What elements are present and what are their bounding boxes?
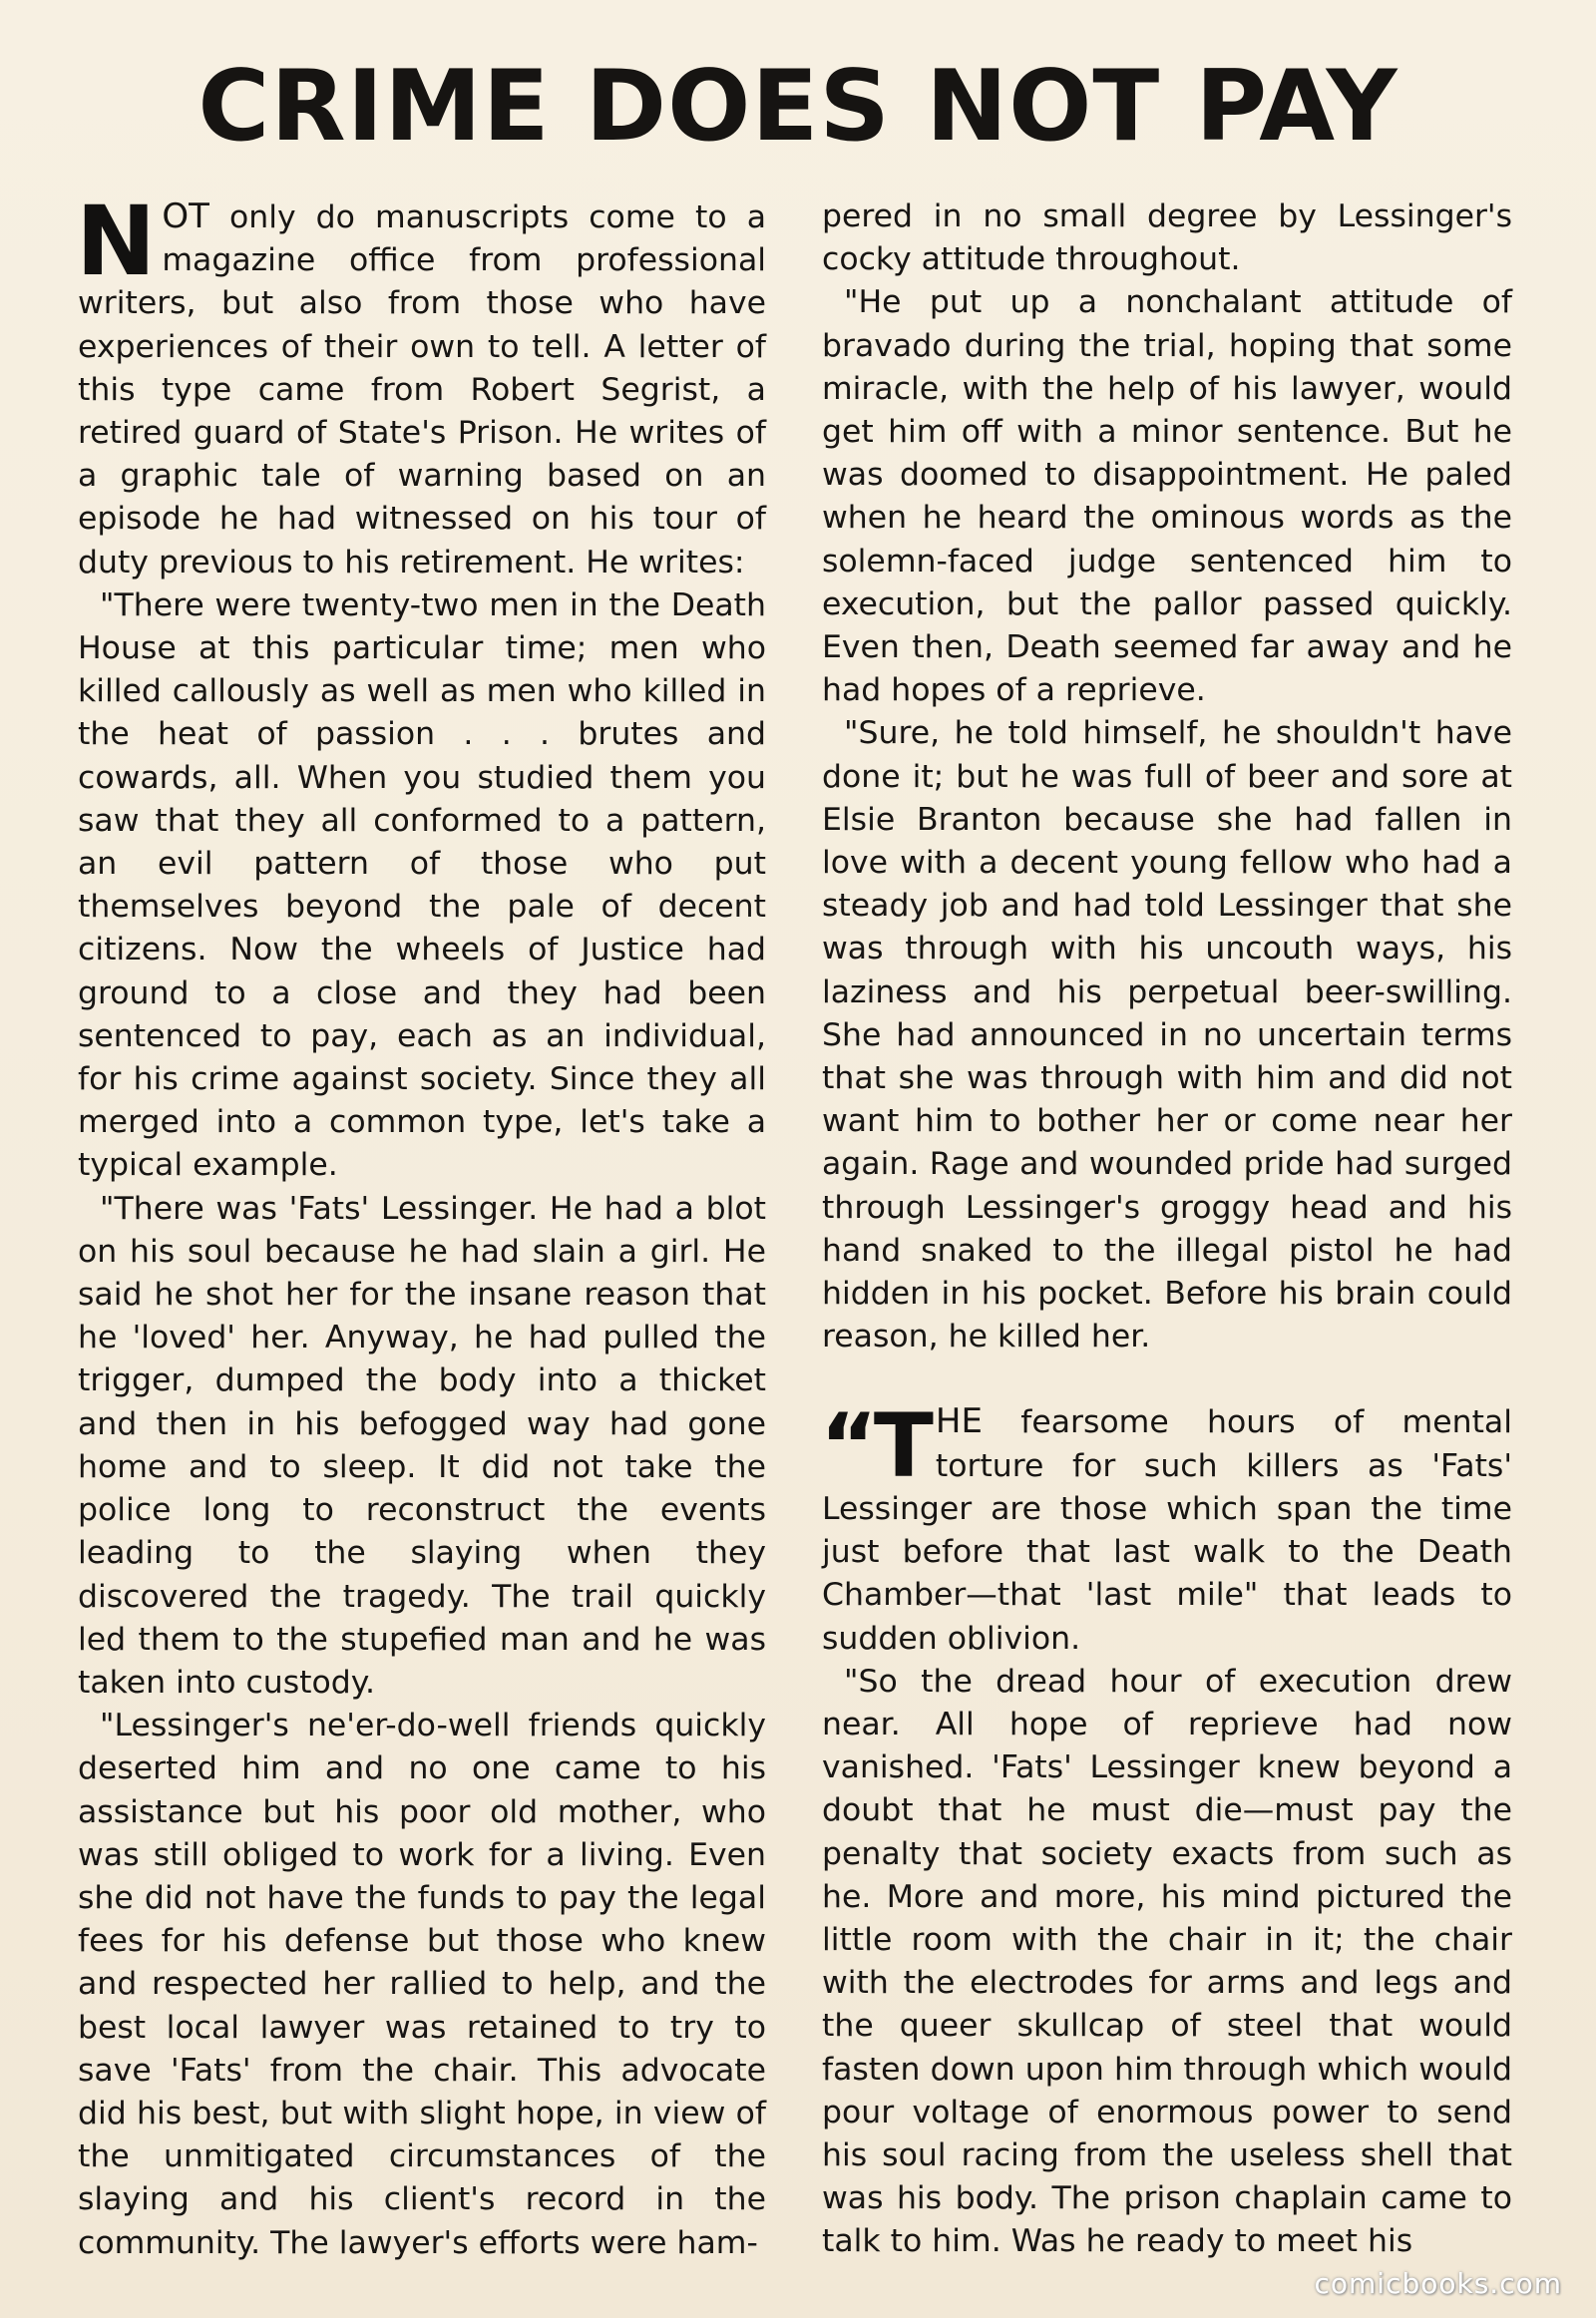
body-paragraph: "Lessinger's ne'er-do-well friends quickly deserted him and no one came to his assistance but his poor old mother, who was still obliged to work for a living. Even she did not have the funds to pay the legal fees for his defense but those who knew and respected her rallied to help, and the best local lawyer was retained to try to save 'Fats' from the chair. This advocate did his best, but with slight hope, in view of the unmitigated circumstances of the slaying and his client's record in the community. The lawyer's efforts were ham- xyxy=(78,1708,766,2261)
drop-cap-quote-letter: “T xyxy=(820,1394,930,1498)
left-column xyxy=(76,186,766,2265)
body-paragraph: "There was 'Fats' Lessinger. He had a blot on his soul because he had slain a girl. He said he shot her for the insane reason that he 'loved' her. Anyway, he had pulled the trigger, dumped the body into a thicket and then in his befogged way had gone home and to sleep. It did not take the police long to reconstruct the events leading to the slaying when they discovered the tragedy. The trail quickly led them to the stupefied man and he was taken into custody. xyxy=(78,1190,766,1701)
body-paragraph: "There were twenty-two men in the Death House at this particular time; men who killed callously as well as men who killed in the heat of passion . . . brutes and cowards, all. When you studied them you saw that they all conformed to a pattern, an evil pattern of those who put themselves beyond the pale of decent citizens. Now the wheels of Justice had ground to a close and they had been sentenced to pay, each as an individual, for his crime against society. Since they all merged into a common type, let's take a typical example. xyxy=(78,586,766,1184)
section-opening-paragraph xyxy=(820,1394,1512,1660)
right-column xyxy=(822,195,1512,2264)
body-paragraph: "Sure, he told himself, he shouldn't have done it; but he was full of beer and sore at Elsie Branton because she had fallen in love with a decent young fellow who had a steady job and had told Lessinger that she was through with his uncouth ways, his laziness and his perpetual beer-swilling. She had announced in no uncertain terms that she was through with him and did not want him to bother her or come near her again. Rage and wounded pride had surged through Lessinger's groggy head and his hand snaked to the illegal pistol he had hidden in his pocket. Before his brain could reason, he killed her. xyxy=(822,715,1512,1355)
drop-cap-letter: N xyxy=(76,186,157,297)
opening-text: only do manuscripts come to a magazine office from professional writers, but also from those who have experiences of their own to tell. A letter of this type came from Robert Segrist, a retired guard of State's Prison. He writes of a graphic tale of warning based on an episode he had witnessed on his tour of duty previous to his retirement. He writes: xyxy=(78,199,766,580)
section-small-caps: HE xyxy=(935,1401,983,1442)
opening-paragraph xyxy=(76,186,766,584)
body-paragraph: "He put up a nonchalant attitude of bravado during the trial, hoping that some miracle, with the help of his lawyer, would get him off with a minor sentence. But he was doomed to disappointment. He paled when he heard the ominous words as the solemn-faced judge sentenced him to execution, but the pallor passed quickly. Even then, Death seemed far away and he had hopes of a reprieve. xyxy=(822,284,1512,709)
page-title: CRIME DOES NOT PAY xyxy=(198,50,1398,164)
body-paragraph: "So the dread hour of execution drew near. All hope of reprieve had now vanished. 'Fats' Lessinger knew beyond a doubt that he must die—must pay the penalty that society exacts from such as he. More and more, his mind pictured the little room with the chair in it; the chair with the electrodes for arms and legs and the queer skullcap of steel that would fasten down upon him through which would pour voltage of enormous power to send his soul racing from the useless shell that was his body. The prison chaplain came to talk to him. Was he ready to meet his xyxy=(822,1663,1512,2260)
site-watermark: comicbooks.com xyxy=(1314,2267,1562,2300)
continued-paragraph: pered in no small degree by Lessinger's cocky attitude throughout. xyxy=(822,198,1512,278)
opening-small-caps: OT xyxy=(162,196,209,236)
section-opening-text: fearsome hours of mental torture for such killers as 'Fats' Lessinger are those which span the time just before that last walk to the Death Chamber—that 'last mile" that leads to sudden oblivion. xyxy=(822,1404,1512,1657)
